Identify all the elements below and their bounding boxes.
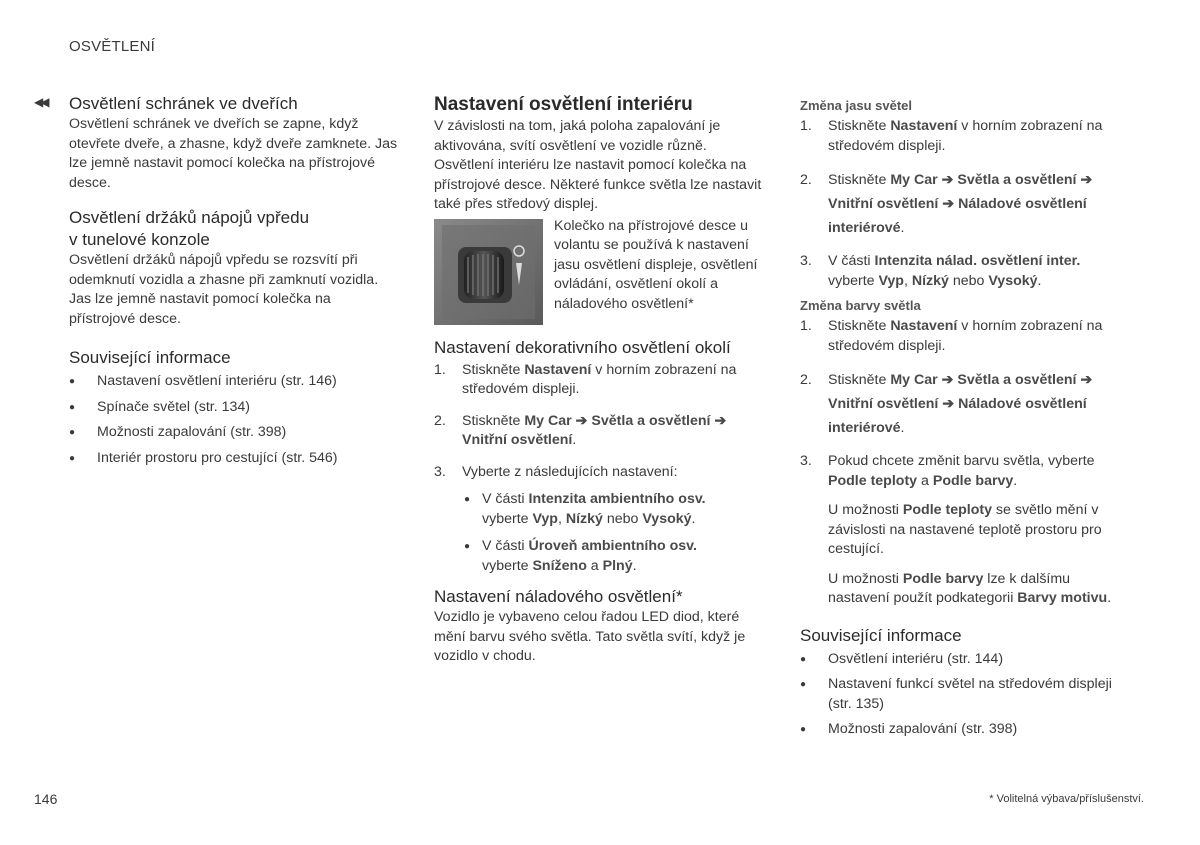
step-item: 1. Stiskněte Nastavení v horním zobrazení na středovém displeji.: [434, 361, 737, 397]
sub-option: ● V části Intenzita ambientního osv. vyberte Vyp, Nízký nebo Vysoký.: [462, 490, 768, 529]
note-text: U možnosti Podle barvy lze k dalšímu nastavení použít podkategorii Barvy motivu.: [828, 570, 1112, 606]
arrow-right-icon: ➔: [941, 172, 954, 188]
section-title: Nastavení náladového osvětlení*: [434, 587, 683, 606]
related-title: Související informace: [69, 348, 231, 367]
related-link[interactable]: ● Možnosti zapalování (str. 398): [800, 720, 1135, 740]
section-title-line2: v tunelové konzole: [69, 230, 210, 249]
subsection-title: Změna barvy světla: [800, 298, 921, 313]
page-number: 146: [34, 791, 58, 807]
section-title: Nastavení dekorativního osvětlení okolí: [434, 337, 731, 357]
sub-options: [462, 490, 768, 576]
section-brightness: [800, 97, 1135, 291]
step-item: 1. Stiskněte Nastavení v horním zobrazení na středovém displeji.: [800, 118, 1103, 154]
menu-label: Nastavení: [524, 361, 592, 378]
page-title: Nastavení osvětlení interiéru: [434, 94, 693, 115]
section-title: Osvětlení schránek ve dveřích: [69, 94, 298, 113]
section-mood-lighting: [434, 586, 768, 667]
intro-text: V závislosti na tom, jaká poloha zapalování je aktivována, svítí osvětlení ve vozidle různě. Osvětlení interiéru lze nastavit pomocí kolečka na přístrojové desce. Některé funkce světla lze nastavit také přes středový displej.: [434, 118, 762, 212]
knob-caption: Kolečko na přístrojové desce u volantu se používá k nastavení jasu osvětlení displeje, osvětlení ovládání, osvětlení okolí a náladového osvětlení*: [554, 217, 758, 312]
step-item: 2. Stiskněte My Car ➔ Světla a osvětlení ➔ Vnitřní osvětlení ➔ Náladové osvětlení interiérové.: [800, 172, 1093, 236]
related-link[interactable]: ● Nastavení osvětlení interiéru (str. 146): [69, 372, 399, 392]
dimmer-knob-image: [434, 219, 543, 325]
knob-figure: [434, 217, 768, 329]
related-link[interactable]: ● Interiér prostoru pro cestující (str. 546): [69, 449, 399, 469]
step-item: 3. V části Intenzita nálad. osvětlení inter. vyberte Vyp, Nízký nebo Vysoký.: [800, 253, 1081, 289]
sub-option: ● V části Úroveň ambientního osv. vyberte Sníženo a Plný.: [462, 537, 768, 576]
related-title: Související informace: [800, 625, 962, 645]
column-right: [800, 97, 1135, 746]
subsection-title: Změna jasu světel: [800, 98, 912, 113]
step-item: 2. Stiskněte My Car ➔ Světla a osvětlení ➔ Vnitřní osvětlení.: [434, 412, 727, 448]
arrow-right-icon: ➔: [575, 412, 588, 429]
footnote: * Volitelná výbava/příslušenství.: [989, 793, 1144, 805]
section-door-storage-lighting: [69, 93, 399, 193]
section-title-line1: Osvětlení držáků nápojů vpředu: [69, 208, 310, 227]
column-left: [69, 93, 399, 480]
arrow-right-icon: ➔: [714, 412, 727, 429]
step-item: 1. Stiskněte Nastavení v horním zobrazení na středovém displeji.: [800, 318, 1103, 354]
arrow-right-icon: ➔: [1080, 172, 1093, 188]
section-text: Vozidlo je vybaveno celou řadou LED diod, které mění barvu svého světla. Tato světla svítí, když je vozidlo v chodu.: [434, 609, 746, 664]
steps-list: [800, 117, 1135, 291]
arrow-right-icon: ➔: [942, 196, 955, 212]
section-decorative-lighting: [434, 337, 768, 577]
section-cupholder-lighting: [69, 207, 399, 329]
section-related-info: [800, 625, 1135, 740]
step-item: 3. Pokud chcete změnit barvu světla, vyberte Podle teploty a Podle barvy. U možnosti Podle teploty se světlo mění v závislosti na nastavené teplotě prostoru pro cestující. U možnosti Podle barvy lze k dalšímu nastavení použít podkategorii Barvy motivu.: [800, 452, 1135, 609]
section-header: OSVĚTLENÍ: [69, 38, 155, 55]
continued-arrows-icon: ◀◀: [34, 95, 47, 109]
note-text: U možnosti Podle teploty se světlo mění v závislosti na nastavené teplotě prostoru pro cestující.: [828, 502, 1102, 557]
column-middle: [434, 93, 768, 667]
related-link[interactable]: ● Možnosti zapalování (str. 398): [69, 423, 399, 443]
steps-list: [434, 361, 768, 577]
arrow-right-icon: ➔: [1080, 372, 1093, 388]
related-list: [69, 372, 399, 468]
arrow-right-icon: ➔: [942, 396, 955, 412]
step-item: 3. Vyberte z následujících nastavení: ● V části Intenzita ambientního osv. vyberte Vyp, Nízký nebo Vysoký. ● V části Úroveň ambientního osv. vyberte Sníženo a Plný.: [434, 463, 768, 577]
section-text: Osvětlení držáků nápojů vpředu se rozsvítí při odemknutí vozidla a zhasne při zamknutí vozidla. Jas lze jemně nastavit pomocí kolečka na přístrojové desce.: [69, 252, 379, 327]
step-item: 2. Stiskněte My Car ➔ Světla a osvětlení ➔ Vnitřní osvětlení ➔ Náladové osvětlení interiérové.: [800, 372, 1093, 436]
steps-list: [800, 317, 1135, 609]
section-color: [800, 297, 1135, 609]
related-link[interactable]: ● Spínače světel (str. 134): [69, 398, 399, 418]
related-list: [800, 650, 1135, 740]
section-text: Osvětlení schránek ve dveřích se zapne, když otevřete dveře, a zhasne, když dveře zamknete. Jas lze jemně nastavit pomocí kolečka na přístrojové desce.: [69, 116, 398, 191]
related-link[interactable]: ● Nastavení funkcí světel na středovém displeji (str. 135): [800, 675, 1135, 714]
related-link[interactable]: ● Osvětlení interiéru (str. 144): [800, 650, 1135, 670]
section-related-info: [69, 347, 399, 468]
arrow-right-icon: ➔: [941, 372, 954, 388]
